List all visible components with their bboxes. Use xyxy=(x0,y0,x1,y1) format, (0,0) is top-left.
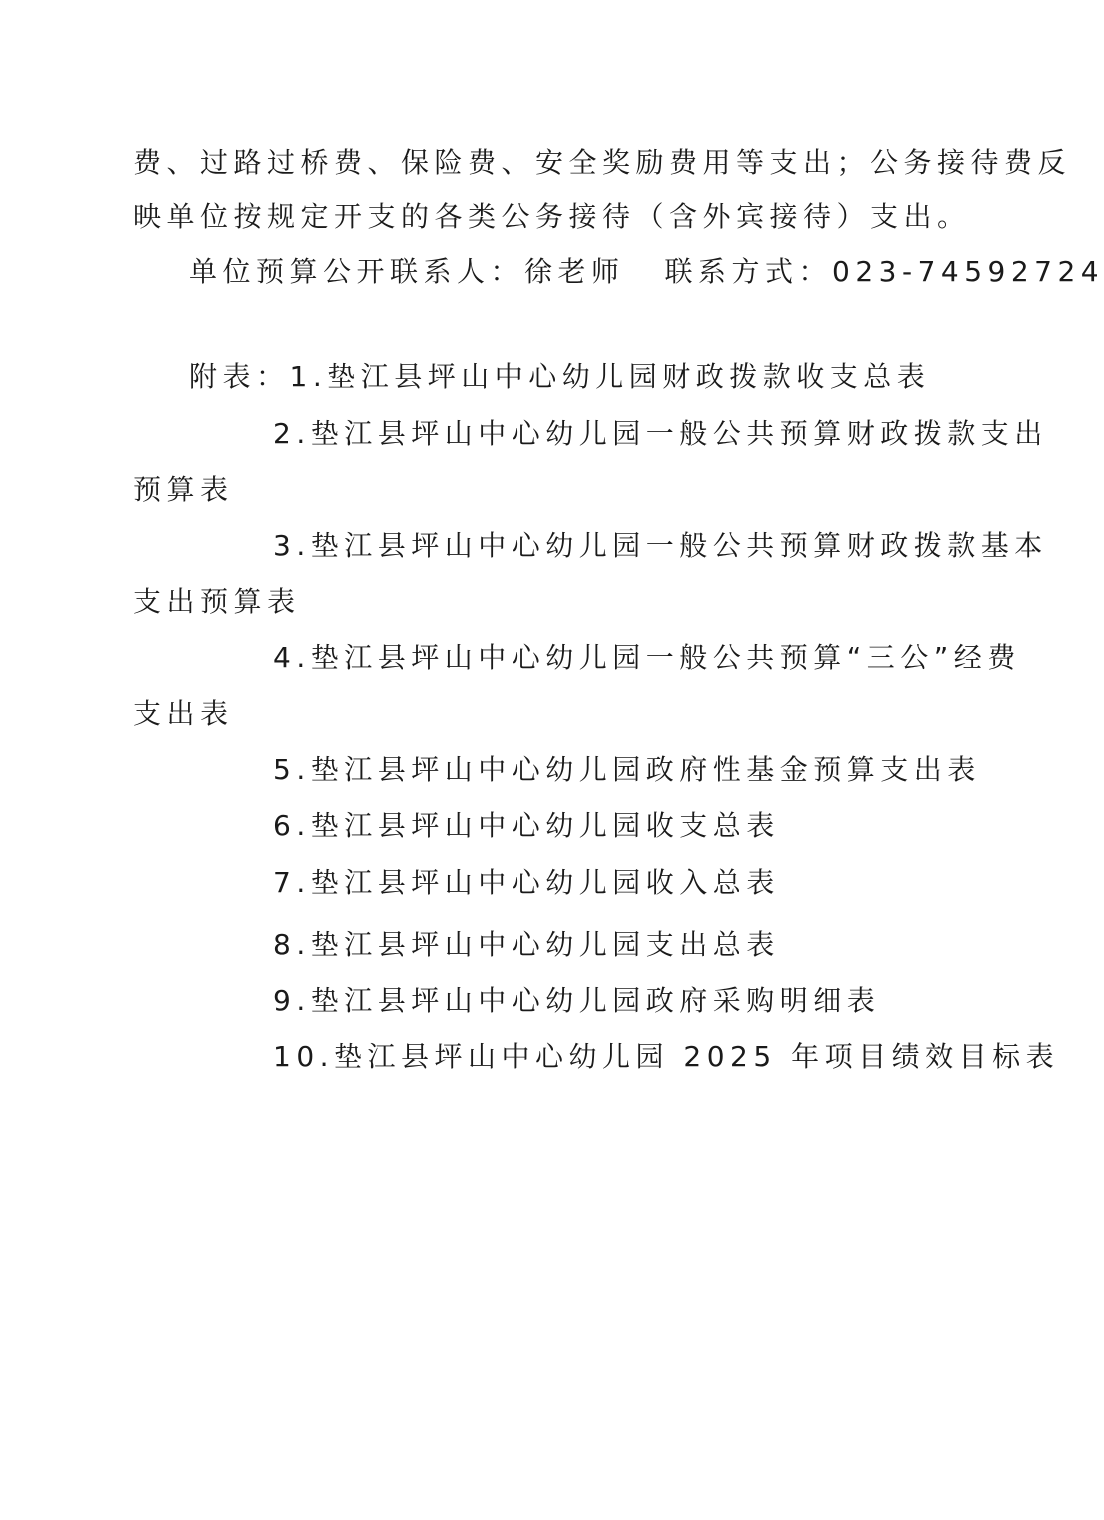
attachment-item-1: 1.垫江县坪山中心幼儿园财政拨款收支总表 xyxy=(289,360,931,393)
attachment-item-10: 10.垫江县坪山中心幼儿园 2025 年项目绩效目标表 xyxy=(273,1040,1060,1073)
paragraph-line: 映单位按规定开支的各类公务接待（含外宾接待）支出。 xyxy=(133,200,971,233)
attachment-item-5: 5.垫江县坪山中心幼儿园政府性基金预算支出表 xyxy=(273,753,981,786)
contact-phone-value: 023-74592724 xyxy=(832,255,1104,288)
attachment-item-2: 2.垫江县坪山中心幼儿园一般公共预算财政拨款支出 xyxy=(273,417,1048,450)
contact-person-label: 单位预算公开联系人： xyxy=(189,255,525,288)
attachment-item-9: 9.垫江县坪山中心幼儿园政府采购明细表 xyxy=(273,984,881,1017)
attachment-row xyxy=(189,360,930,394)
contact-person-name: 徐老师 xyxy=(524,255,625,288)
contact-phone-label: 联系方式： xyxy=(664,255,833,288)
contact-line xyxy=(189,255,1104,289)
attachment-item-2-cont: 预算表 xyxy=(133,473,234,506)
attachment-item-3: 3.垫江县坪山中心幼儿园一般公共预算财政拨款基本 xyxy=(273,529,1048,562)
attachments-heading: 附表： xyxy=(189,360,290,393)
attachment-item-6: 6.垫江县坪山中心幼儿园收支总表 xyxy=(273,809,780,842)
attachment-item-3-cont: 支出预算表 xyxy=(133,585,301,618)
paragraph-line: 费、过路过桥费、保险费、安全奖励费用等支出；公务接待费反 xyxy=(133,146,1072,179)
attachment-item-8: 8.垫江县坪山中心幼儿园支出总表 xyxy=(273,928,780,961)
attachment-item-4: 4.垫江县坪山中心幼儿园一般公共预算“三公”经费 xyxy=(273,641,1021,674)
attachment-item-7: 7.垫江县坪山中心幼儿园收入总表 xyxy=(273,866,780,899)
attachment-item-4-cont: 支出表 xyxy=(133,697,234,730)
